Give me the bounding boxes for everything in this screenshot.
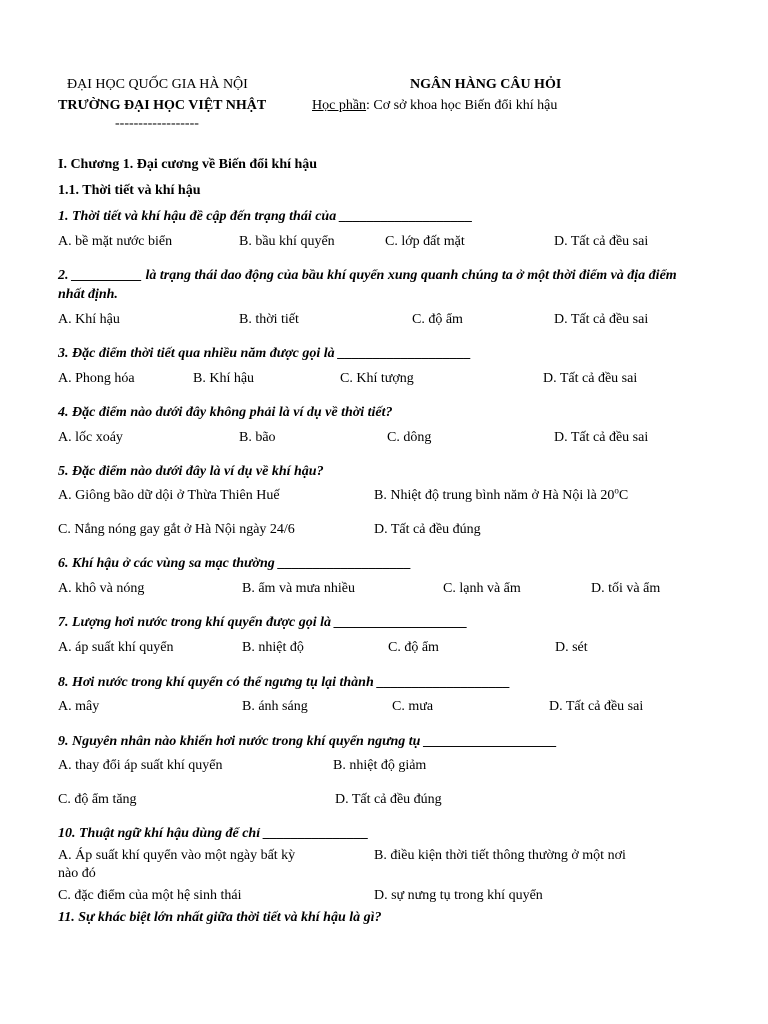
q7-option-c: C. độ ẩm — [388, 640, 439, 655]
q2-option-c: C. độ ẩm — [412, 312, 463, 327]
q8-option-a: A. mây — [58, 699, 100, 714]
document-title: NGÂN HÀNG CÂU HỎI — [410, 77, 562, 92]
q9-option-d: D. Tất cả đều đúng — [335, 792, 442, 807]
question-6: 6. Khí hậu ở các vùng sa mạc thường ___________________ — [58, 556, 412, 571]
q6-option-b: B. ẩm và mưa nhiều — [242, 581, 355, 596]
q1-option-b: B. bầu khí quyển — [239, 234, 335, 249]
q7-option-d: D. sét — [555, 640, 588, 655]
q5-option-b-text: B. Nhiệt độ trung bình năm ở Hà Nội là 20 — [374, 488, 615, 503]
q3-option-c: C. Khí tượng — [340, 371, 414, 386]
q7-option-a: A. áp suất khí quyển — [58, 640, 174, 655]
q10-option-d: D. sự nưng tụ trong khí quyển — [374, 888, 543, 903]
q3-option-a: A. Phong hóa — [58, 371, 135, 386]
q10-option-b: B. điều kiện thời tiết thông thường ở một nơi — [374, 848, 626, 863]
q5-option-c: C. Nắng nóng gay gắt ở Hà Nội ngày 24/6 — [58, 522, 295, 537]
question-11: 11. Sự khác biệt lớn nhất giữa thời tiết và khí hậu là gì? — [58, 910, 382, 925]
q3-option-d: D. Tất cả đều sai — [543, 371, 638, 386]
q4-option-c: C. dông — [387, 430, 432, 445]
question-2: 2. __________ là trạng thái dao động của bầu khí quyển xung quanh chúng ta ở một thời điểm và địa điểm nhất định. — [58, 268, 677, 302]
q10-option-c: C. đặc điểm của một hệ sinh thái — [58, 888, 242, 903]
q5-option-a: A. Giông bão dữ dội ở Thừa Thiên Huế — [58, 488, 280, 503]
question-8: 8. Hơi nước trong khí quyển có thể ngưng tụ lại thành ___________________ — [58, 675, 511, 690]
q7-option-b: B. nhiệt độ — [242, 640, 304, 655]
question-1: 1. Thời tiết và khí hậu đề cập đến trạng thái của ___________________ — [58, 209, 473, 224]
q9-option-a: A. thay đổi áp suất khí quyển — [58, 758, 223, 773]
q4-option-d: D. Tất cả đều sai — [554, 430, 649, 445]
q9-option-b: B. nhiệt độ giảm — [333, 758, 427, 773]
q4-option-b: B. bão — [239, 430, 276, 445]
q1-option-c: C. lớp đất mặt — [385, 234, 465, 249]
q2-option-d: D. Tất cả đều sai — [554, 312, 649, 327]
question-5: 5. Đặc điểm nào dưới đây là ví dụ về khí hậu? — [58, 464, 324, 479]
q8-option-c: C. mưa — [392, 699, 434, 714]
q2-option-b: B. thời tiết — [239, 312, 299, 327]
q6-option-c: C. lạnh và ẩm — [443, 581, 521, 596]
q4-option-a: A. lốc xoáy — [58, 430, 123, 445]
q1-option-a: A. bề mặt nước biển — [58, 234, 173, 249]
university-name: ĐẠI HỌC QUỐC GIA HÀ NỘI — [67, 77, 248, 92]
course-name: : Cơ sở khoa học Biến đổi khí hậu — [366, 98, 558, 113]
course-label: Học phần — [312, 98, 367, 113]
header-divider: ------------------ — [115, 116, 199, 131]
course-line — [312, 97, 557, 115]
q5-option-b — [374, 487, 628, 505]
q5-option-b-unit: C — [618, 488, 629, 503]
school-name: TRƯỜNG ĐẠI HỌC VIỆT NHẬT — [58, 98, 267, 113]
degree-symbol: o — [614, 485, 619, 496]
question-9: 9. Nguyên nhân nào khiến hơi nước trong khí quyển ngưng tụ ___________________ — [58, 734, 557, 749]
question-10: 10. Thuật ngữ khí hậu dùng để chỉ _______________ — [58, 826, 369, 841]
q8-option-b: B. ánh sáng — [242, 699, 308, 714]
question-7: 7. Lượng hơi nước trong khí quyển được gọi là ___________________ — [58, 615, 468, 630]
q6-option-a: A. khô và nóng — [58, 581, 145, 596]
q10-option-b-continuation: nào đó — [58, 866, 96, 881]
question-3: 3. Đặc điểm thời tiết qua nhiều năm được gọi là ___________________ — [58, 346, 472, 361]
question-4: 4. Đặc điểm nào dưới đây không phải là ví dụ về thời tiết? — [58, 405, 393, 420]
q3-option-b: B. Khí hậu — [193, 371, 255, 386]
q8-option-d: D. Tất cả đều sai — [549, 699, 644, 714]
q10-option-a: A. Áp suất khí quyển vào một ngày bất kỳ — [58, 848, 296, 863]
chapter-title: I. Chương 1. Đại cương về Biến đổi khí hậu — [58, 157, 318, 172]
q9-option-c: C. độ ẩm tăng — [58, 792, 137, 807]
q1-option-d: D. Tất cả đều sai — [554, 234, 649, 249]
q2-option-a: A. Khí hậu — [58, 312, 120, 327]
section-title: 1.1. Thời tiết và khí hậu — [58, 183, 201, 198]
q5-option-d: D. Tất cả đều đúng — [374, 522, 481, 537]
q6-option-d: D. tối và ẩm — [591, 581, 661, 596]
